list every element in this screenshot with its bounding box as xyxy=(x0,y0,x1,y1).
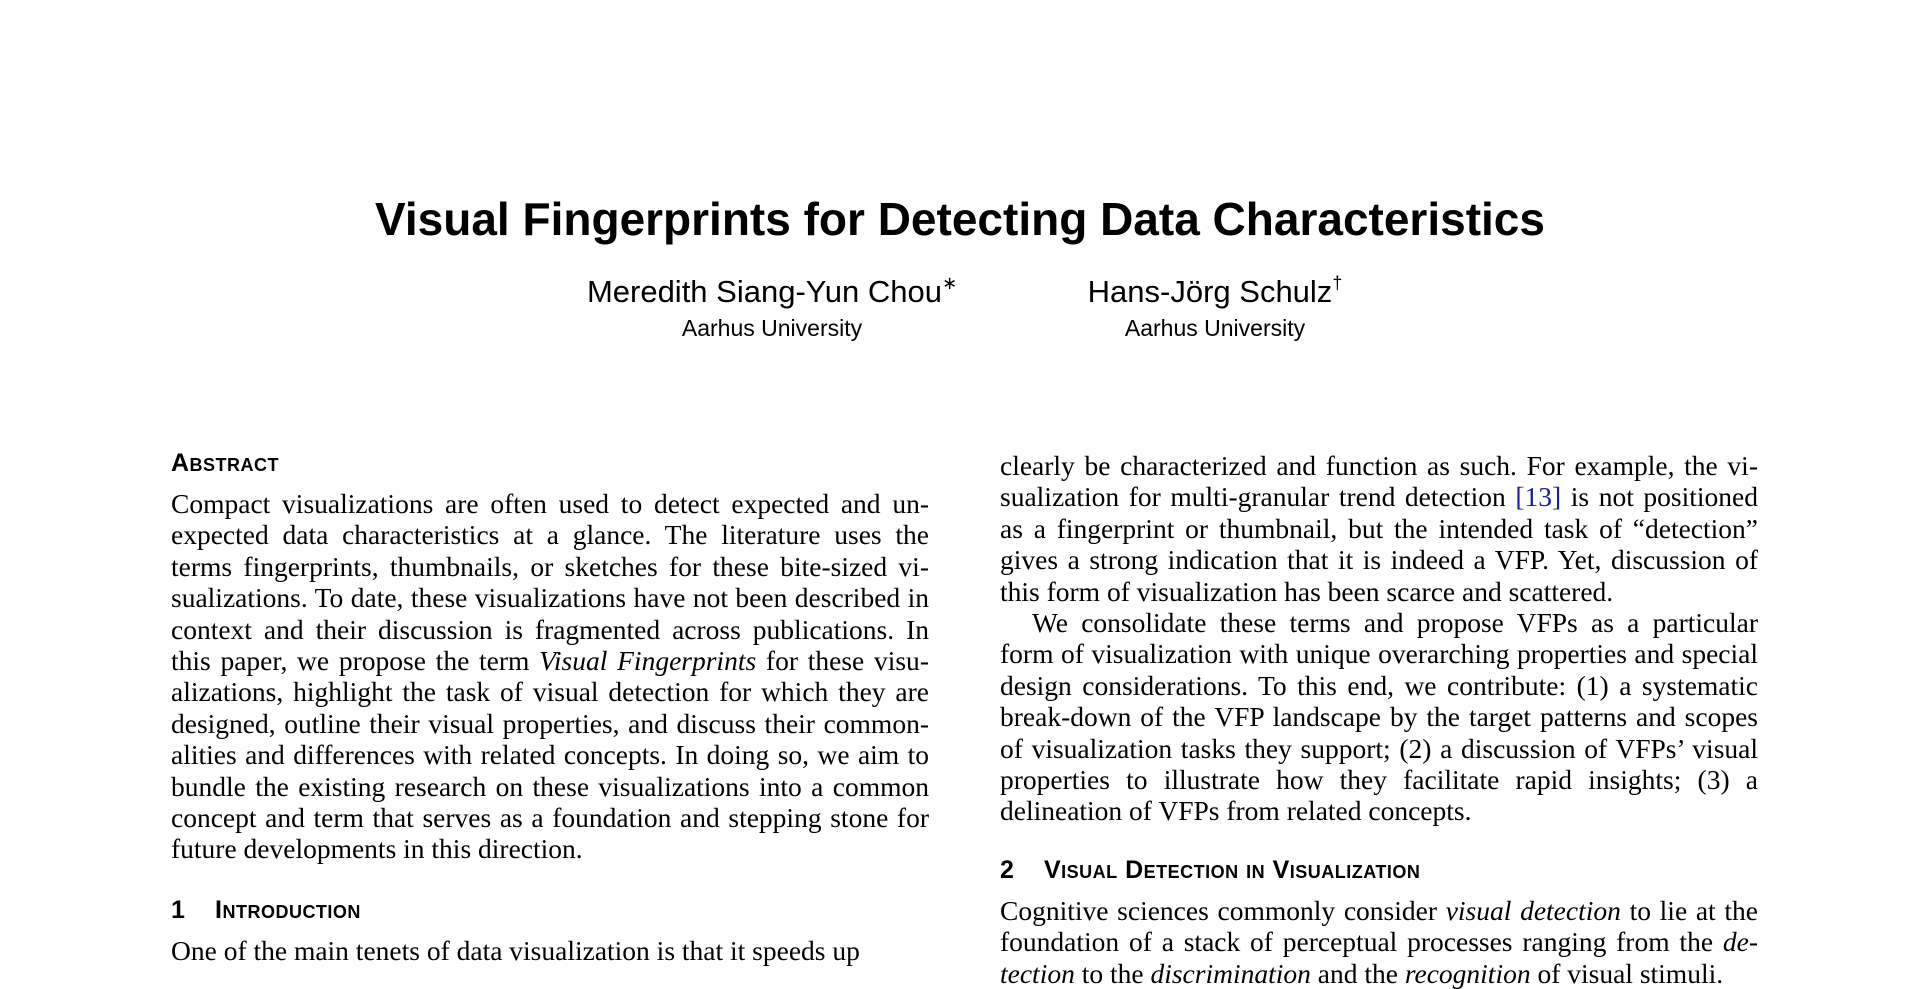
author-2 xyxy=(985,272,1445,343)
paragraph xyxy=(1000,450,1758,607)
author-name xyxy=(985,272,1445,312)
section-number: 2 xyxy=(1000,855,1015,884)
citation-link[interactable]: [13] xyxy=(1515,481,1562,513)
author-1 xyxy=(542,272,1002,343)
footnote-mark: † xyxy=(1332,273,1343,293)
right-column xyxy=(1000,450,1758,989)
author-name-text: Meredith Siang-Yun Chou xyxy=(586,274,942,309)
section-2-text xyxy=(1000,895,1758,989)
text-span: and the xyxy=(1310,957,1405,989)
abstract-text-part: for these visualizations, highlight the task of visual detection for which they are designed, outline their visual properties, and discuss their commonalities and differences with related concepts. In doing so, we aim to bundle the existing research on these visualizations into a common concept and term that serves as a foundation and stepping stone for future developments in this direction. xyxy=(171,645,929,865)
author-affiliation: Aarhus University xyxy=(681,315,863,341)
text-span: to lie at the foundation of a stack of perceptual processes ranging from the xyxy=(1000,894,1758,958)
emphasis: detection xyxy=(1000,926,1758,989)
abstract-text xyxy=(171,488,929,865)
emphasis: recognition xyxy=(1404,957,1531,989)
left-column xyxy=(171,446,929,966)
author-affiliation: Aarhus University xyxy=(1124,315,1306,341)
paper-title: Visual Fingerprints for Detecting Data Characteristics xyxy=(375,193,1545,245)
paragraph: We consolidate these terms and propose VFPs as a particular form of visualization with unique overarching properties and special design considerations. To this end, we contribute: (1) a systematic break-down of the VFP landscape by the target patterns and scopes of visualization tasks they support; (2) a discussion of VFPs’ visual properties to illustrate how they facilitate rapid insights; (3) a delineation of VFPs from related concepts. xyxy=(1000,607,1758,827)
author-name-text: Hans-Jörg Schulz xyxy=(1087,274,1333,309)
author-name xyxy=(542,272,1002,312)
intro-text: One of the main tenets of data visualization is that it speeds up xyxy=(171,934,860,966)
section-title: Introduction xyxy=(215,895,361,924)
abstract-text-part: Compact visualizations are often used to detect expected and unexpected data characteristics at a glance. The literature uses the terms fingerprints, thumbnails, or sketches for these bite-sized visualizations. To date, these visualizations have not been described in context and their discussion is fragmented across publications. In this paper, we propose the term xyxy=(171,488,929,677)
emphasis: visual detection xyxy=(1445,894,1621,926)
section-1-heading xyxy=(171,893,929,927)
text-span: of visual stimuli. xyxy=(1530,957,1724,989)
abstract-term: Visual Fingerprints xyxy=(539,645,757,677)
text-span: clearly be characterized and function as such. For example, the visualization for multi-granular trend detection xyxy=(1000,450,1758,513)
author-block xyxy=(0,272,1920,362)
emphasis: discrimination xyxy=(1150,957,1311,989)
text-span: is not positioned as a fingerprint or thumbnail, but the intended task of “detection” gives a strong indication that it is indeed a VFP. Yet, discussion of this form of visualization has been scarce and scattered. xyxy=(1000,481,1759,607)
abstract-heading: Abstract xyxy=(171,449,280,477)
text-span: Cognitive sciences commonly consider xyxy=(1000,894,1446,926)
section-title: Visual Detection in Visualization xyxy=(1044,855,1421,884)
text-span: to the xyxy=(1074,957,1151,989)
section-number: 1 xyxy=(171,895,186,924)
footnote-mark: ∗ xyxy=(941,273,958,293)
section-2-heading xyxy=(1000,853,1758,887)
